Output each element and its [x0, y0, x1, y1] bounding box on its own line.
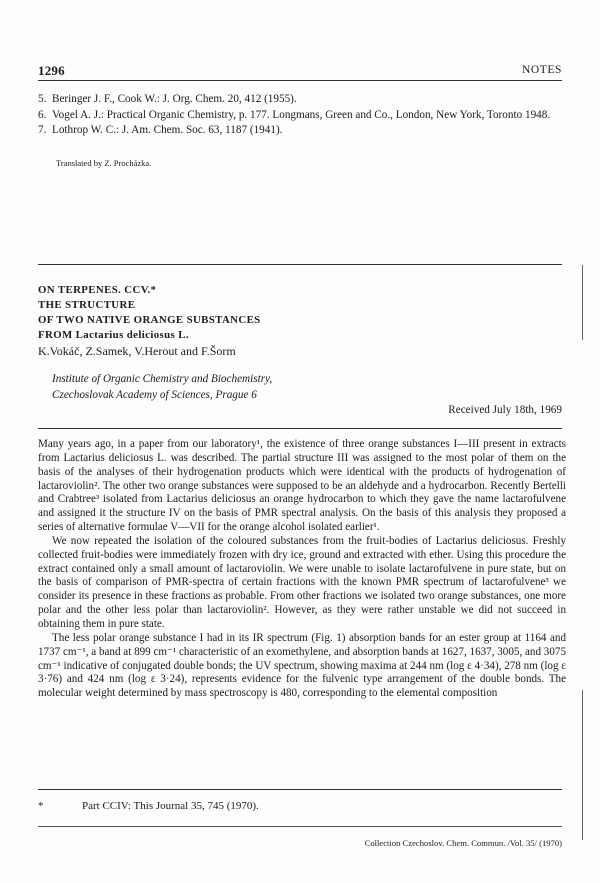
body-paragraph: We now repeated the isolation of the coloured substances from the fruit-bodies of Lactarius deliciosus. Freshly collected fruit-bodies were immediately frozen with dry ice, ground and extracted with ether. Using this procedure the extract contained only a small amount of lactaroviolin. We were unable to isolate lactarofulvene in pure state, but on the basis of comparison of PMR-spectra of certain fractions with the known PMR spectrum of lactarofulvene³ we consider its presence in these fractions as probable. From other fractions we isolated two orange substances, one more polar and the other less polar than lactaroviolin². However, as they were rather unstable we did not succeed in obtaining them in pure state. — [38, 534, 566, 630]
affiliation-line: Czechoslovak Academy of Sciences, Prague 6 — [52, 388, 257, 401]
reference-text: Vogel A. J.: Practical Organic Chemistry, p. 177. Longmans, Green and Co., London, New York, Toronto 1948. — [52, 108, 551, 121]
footer-rule — [38, 826, 562, 827]
footnote — [38, 800, 259, 812]
page-number: 1296 — [38, 63, 65, 78]
reference-text: Lothrop W. C.: J. Am. Chem. Soc. 63, 1187 (1941). — [52, 124, 283, 136]
author-list: K.Vokáč, Z.Samek, V.Herout and F.Šorm — [38, 344, 236, 358]
section-header: NOTES — [521, 64, 562, 76]
article-title — [38, 283, 261, 343]
body-paragraph: Many years ago, in a paper from our laboratory¹, the existence of three orange substances I—III present in extracts from Lactarius deliciosus L. was described. The partial structure III was assigned to the most polar of them on the basis of the analyses of their hydrogenation products which were identical with the products of hydrogenation of lactaroviolin². The other two orange substances were supposed to be an aldehyde and a hydrocarbon. Recently Bertelli and Crabtree³ isolated from Lactarius deliciosus an orange hydrocarbon to which they gave the name lactarofulvene and assigned it the structure IV on the basis of PMR spectral analysis. On the basis of this analysis they proposed a series of alternative formulae V—VII for the orange alcohol isolated earlier¹. — [38, 438, 566, 534]
reference-number: 5. — [38, 93, 47, 105]
margin-line — [582, 265, 583, 340]
reference-number: 7. — [38, 124, 47, 136]
reference-item — [38, 92, 566, 108]
title-line: THE STRUCTURE — [38, 299, 136, 311]
title-line: FROM Lactarius deliciosus L. — [38, 329, 189, 341]
reference-item — [38, 108, 566, 124]
reference-number: 6. — [38, 108, 47, 121]
reference-item — [38, 123, 566, 139]
footnote-text: Part CCIV: This Journal 35, 745 (1970). — [82, 800, 259, 812]
title-line: OF TWO NATIVE ORANGE SUBSTANCES — [38, 314, 261, 326]
body-paragraph: The less polar orange substance I had in its IR spectrum (Fig. 1) absorption bands for an ester group at 1164 and 1737 cm⁻¹, a band at 899 cm⁻¹ characteristic of an exomethylene, and absorption bands at 1627, 1637, 3005, and 3075 cm⁻¹ indicative of conjugated double bonds; the UV spectrum, showing maxima at 244 nm (log ε 4·34), 278 nm (log ε 3·76) and 424 nm (log ε 3·24), represents evidence for the fulvenic type arrangement of the double bonds. The molecular weight determined by mass spectroscopy is 480, corresponding to the elemental composition — [38, 631, 566, 700]
footnote-mark: * — [38, 800, 44, 812]
body-divider — [38, 428, 562, 429]
article-body — [38, 438, 566, 701]
translator-note: Translated by Z. Procházka. — [56, 158, 152, 168]
margin-line — [582, 690, 583, 840]
affiliation — [52, 372, 272, 403]
title-line: ON TERPENES. CCV.* — [38, 284, 157, 296]
footnote-rule — [38, 789, 562, 790]
affiliation-line: Institute of Organic Chemistry and Biochemistry, — [52, 373, 273, 385]
reference-text: Beringer J. F., Cook W.: J. Org. Chem. 20, 412 (1955). — [52, 93, 297, 105]
journal-footer: Collection Czechoslov. Chem. Commun. /Vol. 35/ (1970) — [364, 838, 562, 848]
reference-list — [38, 92, 566, 139]
section-divider — [38, 264, 562, 265]
received-date: Received July 18th, 1969 — [448, 404, 562, 416]
header-rule — [38, 80, 562, 81]
